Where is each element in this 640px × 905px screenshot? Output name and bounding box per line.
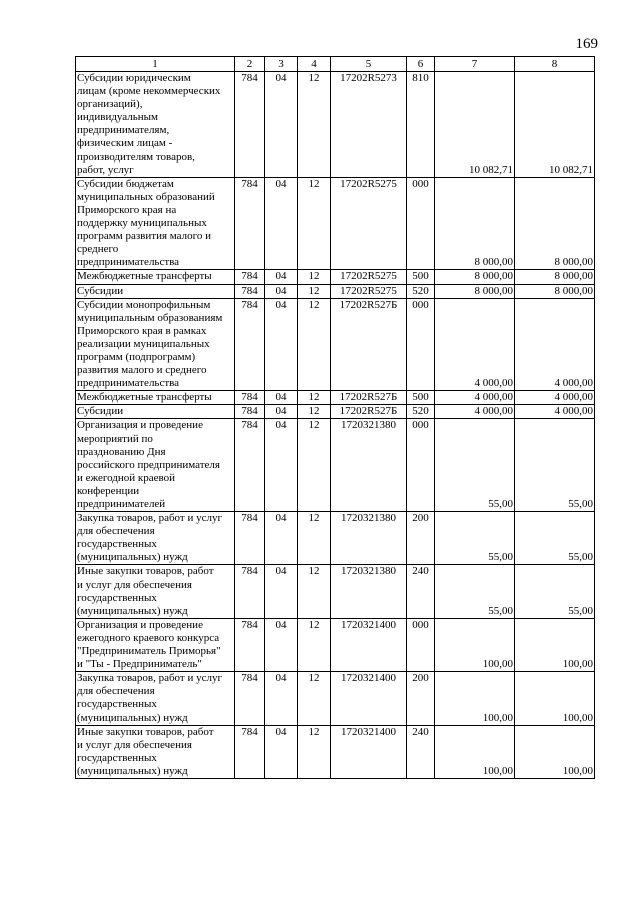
table-row <box>76 177 595 270</box>
expense-type-cell: 240 <box>407 725 435 778</box>
amount-cell-col7: 8 000,00 <box>435 270 515 284</box>
target-article-cell: 17202R5275 <box>331 177 407 270</box>
section-code-cell: 04 <box>265 298 298 391</box>
amount-cell-col8: 8 000,00 <box>515 270 595 284</box>
column-header: 1 <box>76 57 235 72</box>
row-name-cell: Субсидии бюджетам муниципальных образований Приморского края на поддержку муниципальных программ развития малого и среднего предпринимательства <box>76 177 235 270</box>
amount-cell-col7: 8 000,00 <box>435 177 515 270</box>
page-number: 169 <box>575 36 598 52</box>
subsection-code-cell: 12 <box>298 565 331 618</box>
expense-type-cell: 810 <box>407 72 435 178</box>
grbs-code-cell: 784 <box>235 419 265 512</box>
target-article-cell: 17202R527Б <box>331 298 407 391</box>
row-name-cell: Субсидии юридическим лицам (кроме некоммерческих организаций), индивидуальным предпринимателям, физическим лицам - производителям товаров, работ, услуг <box>76 72 235 178</box>
subsection-code-cell: 12 <box>298 405 331 419</box>
amount-cell-col7: 55,00 <box>435 565 515 618</box>
row-name-cell: Субсидии <box>76 405 235 419</box>
row-name-cell: Иные закупки товаров, работ и услуг для обеспечения государственных (муниципальных) нужд <box>76 565 235 618</box>
row-name-cell: Межбюджетные трансферты <box>76 391 235 405</box>
section-code-cell: 04 <box>265 284 298 298</box>
row-name-cell: Закупка товаров, работ и услуг для обеспечения государственных (муниципальных) нужд <box>76 512 235 565</box>
amount-cell-col8: 55,00 <box>515 565 595 618</box>
amount-cell-col7: 55,00 <box>435 512 515 565</box>
section-code-cell: 04 <box>265 419 298 512</box>
table-row <box>76 405 595 419</box>
grbs-code-cell: 784 <box>235 298 265 391</box>
column-header: 6 <box>407 57 435 72</box>
table-row <box>76 419 595 512</box>
header-row <box>76 57 595 72</box>
amount-cell-col8: 4 000,00 <box>515 298 595 391</box>
grbs-code-cell: 784 <box>235 618 265 671</box>
row-name-cell: Субсидии монопрофильным муниципальным образованиям Приморского края в рамках реализации муниципальных программ (подпрограмм) развития малого и среднего предпринимательства <box>76 298 235 391</box>
amount-cell-col7: 100,00 <box>435 618 515 671</box>
expense-type-cell: 000 <box>407 298 435 391</box>
amount-cell-col8: 4 000,00 <box>515 391 595 405</box>
table-row <box>76 284 595 298</box>
expense-type-cell: 500 <box>407 391 435 405</box>
expense-type-cell: 520 <box>407 284 435 298</box>
target-article-cell: 17202R527Б <box>331 405 407 419</box>
section-code-cell: 04 <box>265 391 298 405</box>
row-name-cell: Организация и проведение мероприятий по празднованию Дня российского предпринимателя и ежегодной краевой конференции предпринимателей <box>76 419 235 512</box>
grbs-code-cell: 784 <box>235 284 265 298</box>
amount-cell-col8: 8 000,00 <box>515 284 595 298</box>
row-name-cell: Организация и проведение ежегодного краевого конкурса "Предприниматель Приморья" и "Ты - Предприниматель" <box>76 618 235 671</box>
section-code-cell: 04 <box>265 618 298 671</box>
subsection-code-cell: 12 <box>298 284 331 298</box>
amount-cell-col8: 4 000,00 <box>515 405 595 419</box>
table-row <box>76 512 595 565</box>
grbs-code-cell: 784 <box>235 270 265 284</box>
budget-table <box>75 56 595 779</box>
expense-type-cell: 000 <box>407 177 435 270</box>
section-code-cell: 04 <box>265 72 298 178</box>
amount-cell-col8: 100,00 <box>515 618 595 671</box>
amount-cell-col7: 100,00 <box>435 725 515 778</box>
amount-cell-col7: 55,00 <box>435 419 515 512</box>
amount-cell-col8: 55,00 <box>515 419 595 512</box>
amount-cell-col8: 8 000,00 <box>515 177 595 270</box>
section-code-cell: 04 <box>265 725 298 778</box>
target-article-cell: 1720321380 <box>331 419 407 512</box>
target-article-cell: 17202R5273 <box>331 72 407 178</box>
amount-cell-col8: 100,00 <box>515 672 595 725</box>
grbs-code-cell: 784 <box>235 177 265 270</box>
subsection-code-cell: 12 <box>298 672 331 725</box>
section-code-cell: 04 <box>265 565 298 618</box>
section-code-cell: 04 <box>265 405 298 419</box>
expense-type-cell: 000 <box>407 618 435 671</box>
subsection-code-cell: 12 <box>298 419 331 512</box>
target-article-cell: 17202R527Б <box>331 391 407 405</box>
column-header: 2 <box>235 57 265 72</box>
column-header: 4 <box>298 57 331 72</box>
subsection-code-cell: 12 <box>298 72 331 178</box>
table-row <box>76 298 595 391</box>
expense-type-cell: 240 <box>407 565 435 618</box>
target-article-cell: 1720321400 <box>331 725 407 778</box>
grbs-code-cell: 784 <box>235 565 265 618</box>
table-row <box>76 672 595 725</box>
target-article-cell: 17202R5275 <box>331 270 407 284</box>
expense-type-cell: 200 <box>407 672 435 725</box>
subsection-code-cell: 12 <box>298 512 331 565</box>
target-article-cell: 1720321400 <box>331 618 407 671</box>
amount-cell-col7: 4 000,00 <box>435 405 515 419</box>
amount-cell-col7: 8 000,00 <box>435 284 515 298</box>
section-code-cell: 04 <box>265 270 298 284</box>
section-code-cell: 04 <box>265 512 298 565</box>
table-row <box>76 725 595 778</box>
expense-type-cell: 200 <box>407 512 435 565</box>
amount-cell-col8: 55,00 <box>515 512 595 565</box>
row-name-cell: Межбюджетные трансферты <box>76 270 235 284</box>
table-row <box>76 391 595 405</box>
column-header: 7 <box>435 57 515 72</box>
expense-type-cell: 500 <box>407 270 435 284</box>
expense-type-cell: 520 <box>407 405 435 419</box>
grbs-code-cell: 784 <box>235 672 265 725</box>
amount-cell-col7: 10 082,71 <box>435 72 515 178</box>
amount-cell-col8: 10 082,71 <box>515 72 595 178</box>
subsection-code-cell: 12 <box>298 391 331 405</box>
column-header: 5 <box>331 57 407 72</box>
subsection-code-cell: 12 <box>298 177 331 270</box>
section-code-cell: 04 <box>265 177 298 270</box>
amount-cell-col7: 4 000,00 <box>435 391 515 405</box>
target-article-cell: 1720321380 <box>331 512 407 565</box>
grbs-code-cell: 784 <box>235 725 265 778</box>
amount-cell-col7: 4 000,00 <box>435 298 515 391</box>
grbs-code-cell: 784 <box>235 391 265 405</box>
table-row <box>76 565 595 618</box>
table-row <box>76 72 595 178</box>
amount-cell-col7: 100,00 <box>435 672 515 725</box>
target-article-cell: 1720321380 <box>331 565 407 618</box>
column-header: 3 <box>265 57 298 72</box>
row-name-cell: Субсидии <box>76 284 235 298</box>
subsection-code-cell: 12 <box>298 725 331 778</box>
column-header: 8 <box>515 57 595 72</box>
subsection-code-cell: 12 <box>298 270 331 284</box>
grbs-code-cell: 784 <box>235 405 265 419</box>
target-article-cell: 1720321400 <box>331 672 407 725</box>
row-name-cell: Иные закупки товаров, работ и услуг для обеспечения государственных (муниципальных) нужд <box>76 725 235 778</box>
table-row <box>76 618 595 671</box>
grbs-code-cell: 784 <box>235 512 265 565</box>
subsection-code-cell: 12 <box>298 618 331 671</box>
grbs-code-cell: 784 <box>235 72 265 178</box>
table-body <box>76 72 595 779</box>
subsection-code-cell: 12 <box>298 298 331 391</box>
section-code-cell: 04 <box>265 672 298 725</box>
table-row <box>76 270 595 284</box>
target-article-cell: 17202R5275 <box>331 284 407 298</box>
row-name-cell: Закупка товаров, работ и услуг для обеспечения государственных (муниципальных) нужд <box>76 672 235 725</box>
amount-cell-col8: 100,00 <box>515 725 595 778</box>
expense-type-cell: 000 <box>407 419 435 512</box>
